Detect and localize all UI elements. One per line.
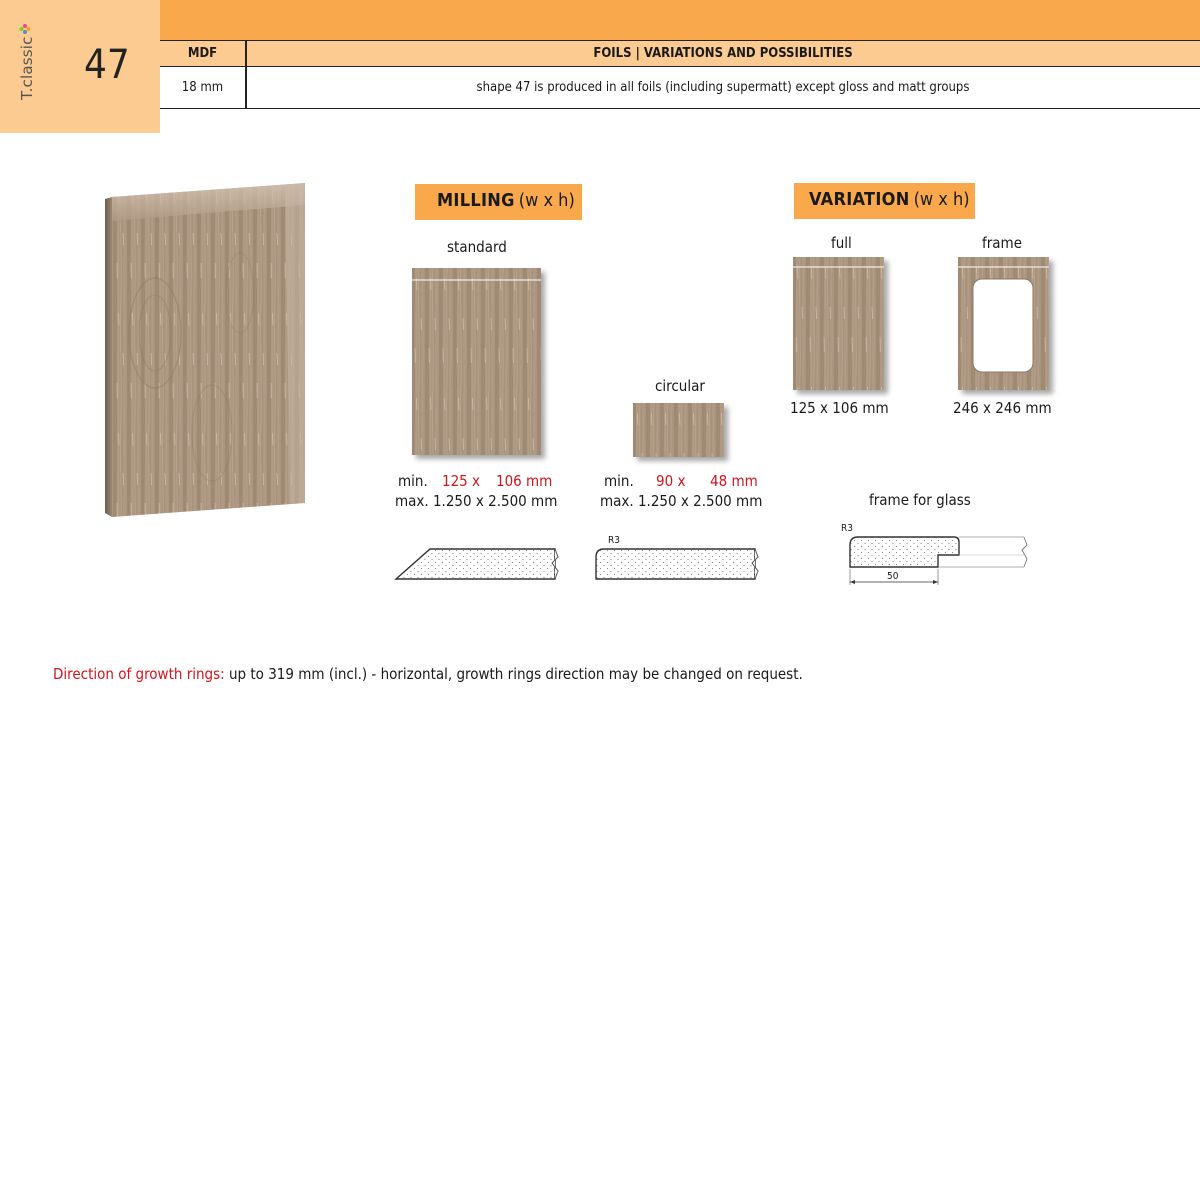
frame-glass-radius-label: R3 — [841, 523, 853, 534]
standard-max: max. 1.250 x 2.500 mm — [395, 492, 558, 510]
circular-min-width: 90 x — [656, 472, 686, 490]
door-front-photo — [100, 183, 315, 523]
info-table — [160, 40, 1200, 109]
standard-min-height: 106 mm — [496, 472, 553, 490]
milling-title: MILLING — [437, 190, 515, 211]
full-door-swatch — [793, 257, 884, 390]
variation-section-header — [794, 183, 975, 219]
brand-logo-text: T.classic — [18, 36, 36, 100]
growth-rings-note — [53, 665, 803, 683]
thickness-value: 18 mm — [181, 80, 224, 95]
circular-min-prefix: min. — [604, 472, 634, 490]
circular-profile-drawing — [592, 543, 764, 583]
standard-min-width: 125 x — [442, 472, 481, 490]
material-header: MDF — [187, 46, 218, 61]
milling-unit: (w x h) — [518, 190, 575, 211]
full-size: 125 x 106 mm — [790, 399, 889, 417]
circular-label: circular — [655, 377, 705, 395]
growth-rings-text: up to 319 mm (incl.) - horizontal, growth rings direction may be changed on request. — [224, 665, 803, 683]
foils-header: FOILS | VARIATIONS AND POSSIBILITIES — [593, 46, 853, 61]
variation-unit: (w x h) — [913, 189, 970, 210]
growth-rings-label: Direction of growth rings: — [53, 665, 225, 683]
standard-label: standard — [447, 238, 507, 256]
frame-for-glass-profile-drawing — [846, 533, 1036, 591]
frame-label: frame — [982, 234, 1023, 252]
milling-section-header — [415, 184, 582, 220]
standard-profile-drawing — [392, 543, 562, 583]
shape-number: 47 — [84, 42, 130, 88]
foils-note: shape 47 is produced in all foils (including supermatt) except gloss and matt groups — [476, 80, 970, 95]
circular-door-swatch — [633, 403, 724, 457]
variation-title: VARIATION — [809, 189, 910, 210]
frame-size: 246 x 246 mm — [953, 399, 1052, 417]
frame-glass-width-label: 50 — [887, 571, 899, 582]
circular-max: max. 1.250 x 2.500 mm — [600, 492, 763, 510]
standard-door-swatch — [412, 268, 541, 455]
table-divider — [245, 41, 247, 108]
circular-radius-label: R3 — [608, 535, 620, 546]
frame-door-swatch — [958, 257, 1049, 390]
circular-min-height: 48 mm — [710, 472, 758, 490]
standard-min-prefix: min. — [398, 472, 428, 490]
header-band — [160, 0, 1200, 40]
full-label: full — [831, 234, 852, 252]
info-table-header-row — [160, 41, 1200, 67]
frame-for-glass-label: frame for glass — [869, 491, 971, 509]
info-table-value-row — [160, 67, 1200, 108]
